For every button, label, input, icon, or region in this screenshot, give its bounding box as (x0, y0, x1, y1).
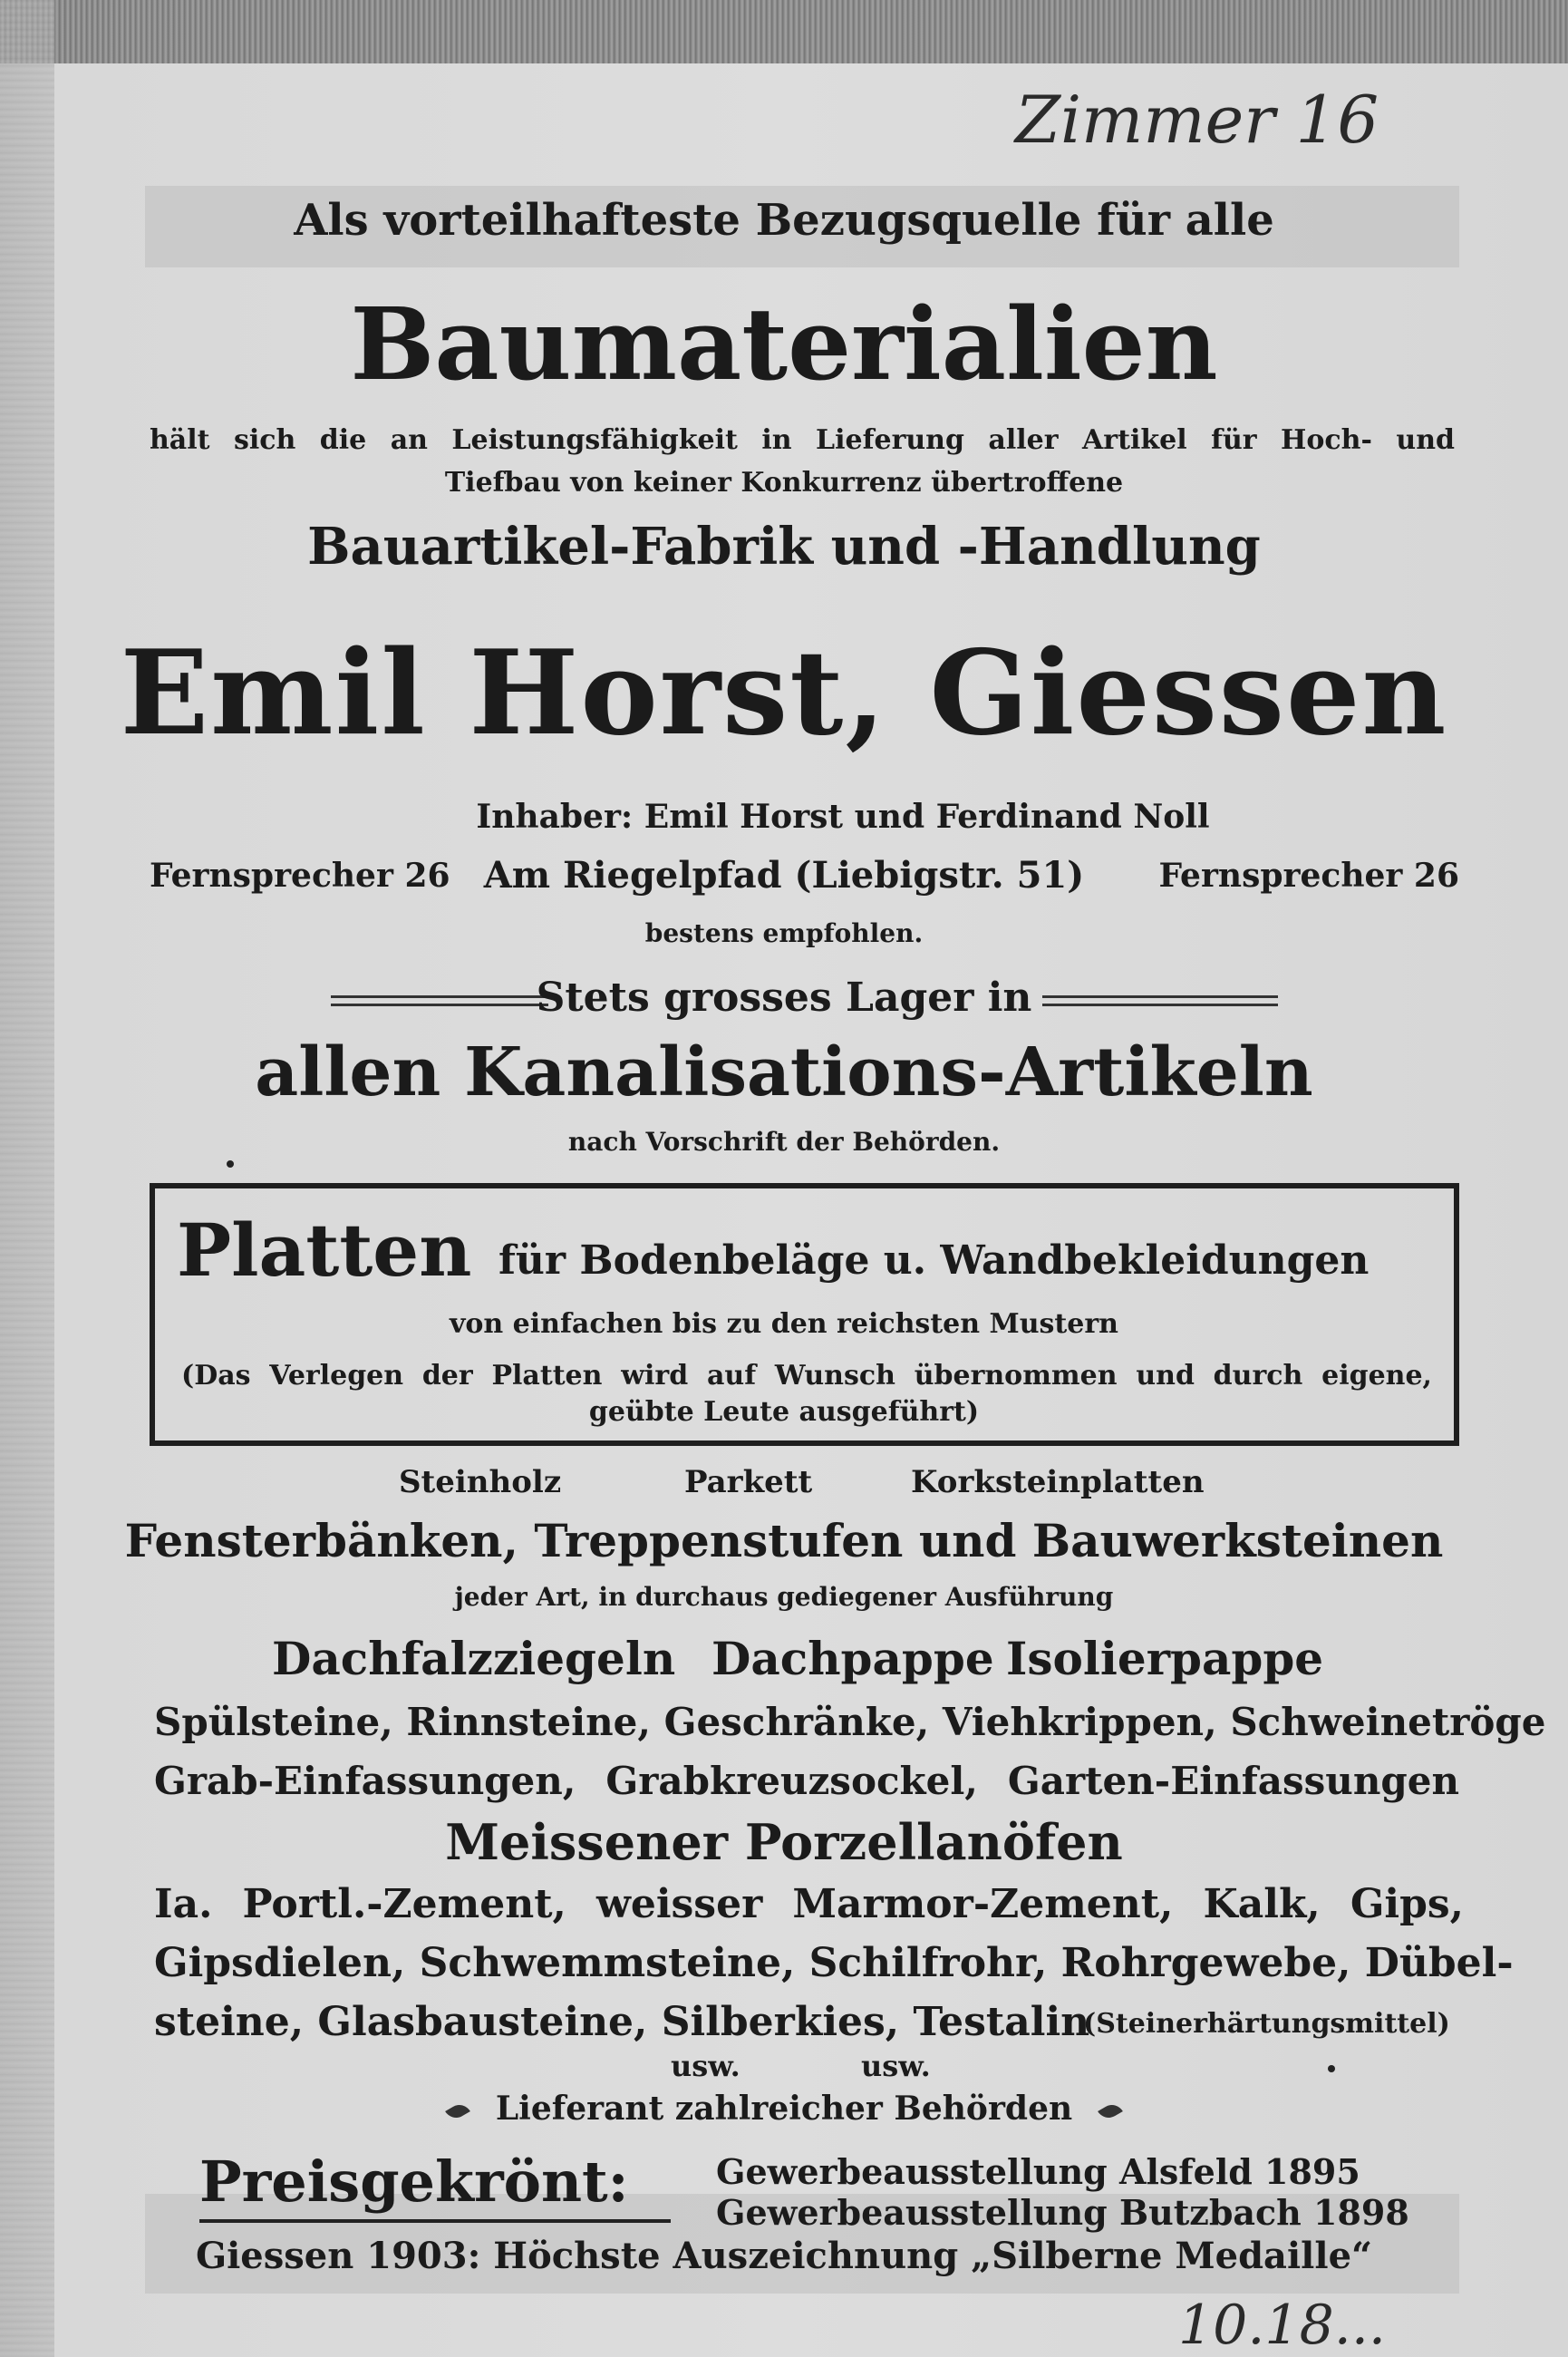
description-line-2: Tiefbau von keiner Konkurrenz übertroffene (444, 467, 1124, 499)
handwritten-note-bottom: 10.18... (1178, 2294, 1386, 2357)
company-name: Emil Horst, Giessen (120, 626, 1448, 761)
award-alsfeld: Gewerbeausstellung Alsfeld 1895 (716, 2151, 1360, 2192)
tiles-title-rest: für Bodenbeläge u. Wandbekleidungen (498, 1237, 1370, 1284)
binding-edge (0, 0, 1568, 63)
subtitle-bauartikel: Bauartikel-Fabrik und -Handlung (307, 517, 1261, 577)
roof-item-dachpappe: Dachpappe (711, 1632, 994, 1685)
supplier-text: Lieferant zahlreicher Behörden (495, 2090, 1073, 2128)
phone-right: Fernsprecher 26 (1158, 857, 1459, 895)
ink-dot (227, 1160, 234, 1168)
award-label: Preisgekrönt: (199, 2148, 629, 2215)
line-spuelsteine: Spülsteine, Rinnsteine, Geschränke, Viehkrippen, Schweinetröge (154, 1700, 1546, 1744)
award-butzbach: Gewerbeausstellung Butzbach 1898 (716, 2192, 1409, 2233)
line-grab-einfassungen: Grab-Einfassungen, Grabkreuzsockel, Garten-Einfassungen (154, 1759, 1459, 1803)
ornamental-rule-right (1042, 995, 1278, 1006)
materials-line-1: Ia. Portl.-Zement, weisser Marmor-Zement, Kalk, Gips, (154, 1881, 1464, 1927)
handwritten-note-top: Zimmer 16 (1015, 82, 1379, 158)
roof-item-isolierpappe: Isolierpappe (1006, 1632, 1324, 1685)
floor-item-korksteinplatten: Korksteinplatten (911, 1464, 1205, 1500)
tiles-installation-line: (Das Verlegen der Platten wird auf Wunsch übernommen und durch eigene, (181, 1360, 1432, 1392)
floor-item-parkett: Parkett (684, 1464, 813, 1500)
stock-line: Stets grosses Lager in (536, 975, 1032, 1021)
roof-item-dachfalzziegeln: Dachfalzziegeln (272, 1632, 676, 1685)
ink-dot-2 (1328, 2065, 1335, 2072)
recommended-line: bestens empfohlen. (644, 918, 924, 948)
headline-baumaterialien: Baumaterialien (350, 286, 1218, 403)
stones-subline: jeder Art, in durchaus gediegener Ausführung (454, 1582, 1114, 1612)
usw-1: usw. (671, 2049, 740, 2083)
regulation-line: nach Vorschrift der Behörden. (567, 1127, 1001, 1157)
leaf-ornament-icon (1098, 2100, 1123, 2122)
phone-left: Fernsprecher 26 (150, 857, 450, 895)
supplier-line (0, 2090, 1568, 2128)
canal-articles-headline: allen Kanalisations-Artikeln (255, 1033, 1313, 1111)
materials-note: (Steinerhärtungsmittel) (1083, 2008, 1450, 2040)
address: Am Riegelpfad (Liebigstr. 51) (483, 854, 1085, 897)
final-award-line: Giessen 1903: Höchste Auszeichnung „Silberne Medaille“ (195, 2235, 1373, 2277)
tiles-installation-line-2: geübte Leute ausgeführt) (588, 1396, 980, 1428)
floor-item-steinholz: Steinholz (399, 1464, 562, 1500)
materials-line-3: steine, Glasbausteine, Silberkies, Testalin (154, 1999, 1090, 2045)
usw-2: usw. (861, 2049, 931, 2083)
materials-line-2: Gipsdielen, Schwemmsteine, Schilfrohr, Rohrgewebe, Dübel- (154, 1940, 1514, 1986)
leaf-ornament-icon (445, 2100, 470, 2122)
tiles-patterns-line: von einfachen bis zu den reichsten Mustern (449, 1308, 1118, 1340)
ovens-headline: Meissener Porzellanöfen (445, 1813, 1123, 1871)
tiles-title: Platten (177, 1208, 472, 1293)
stones-headline: Fensterbänken, Treppenstufen und Bauwerksteinen (124, 1514, 1444, 1567)
intro-line: Als vorteilhafteste Bezugsquelle für alle (294, 195, 1274, 246)
description-line-1: hält sich die an Leistungsfähigkeit in Lieferung aller Artikel für Hoch- und (150, 424, 1455, 456)
award-label-underline (199, 2219, 671, 2223)
owners-line: Inhaber: Emil Horst und Ferdinand Noll (476, 798, 1210, 836)
